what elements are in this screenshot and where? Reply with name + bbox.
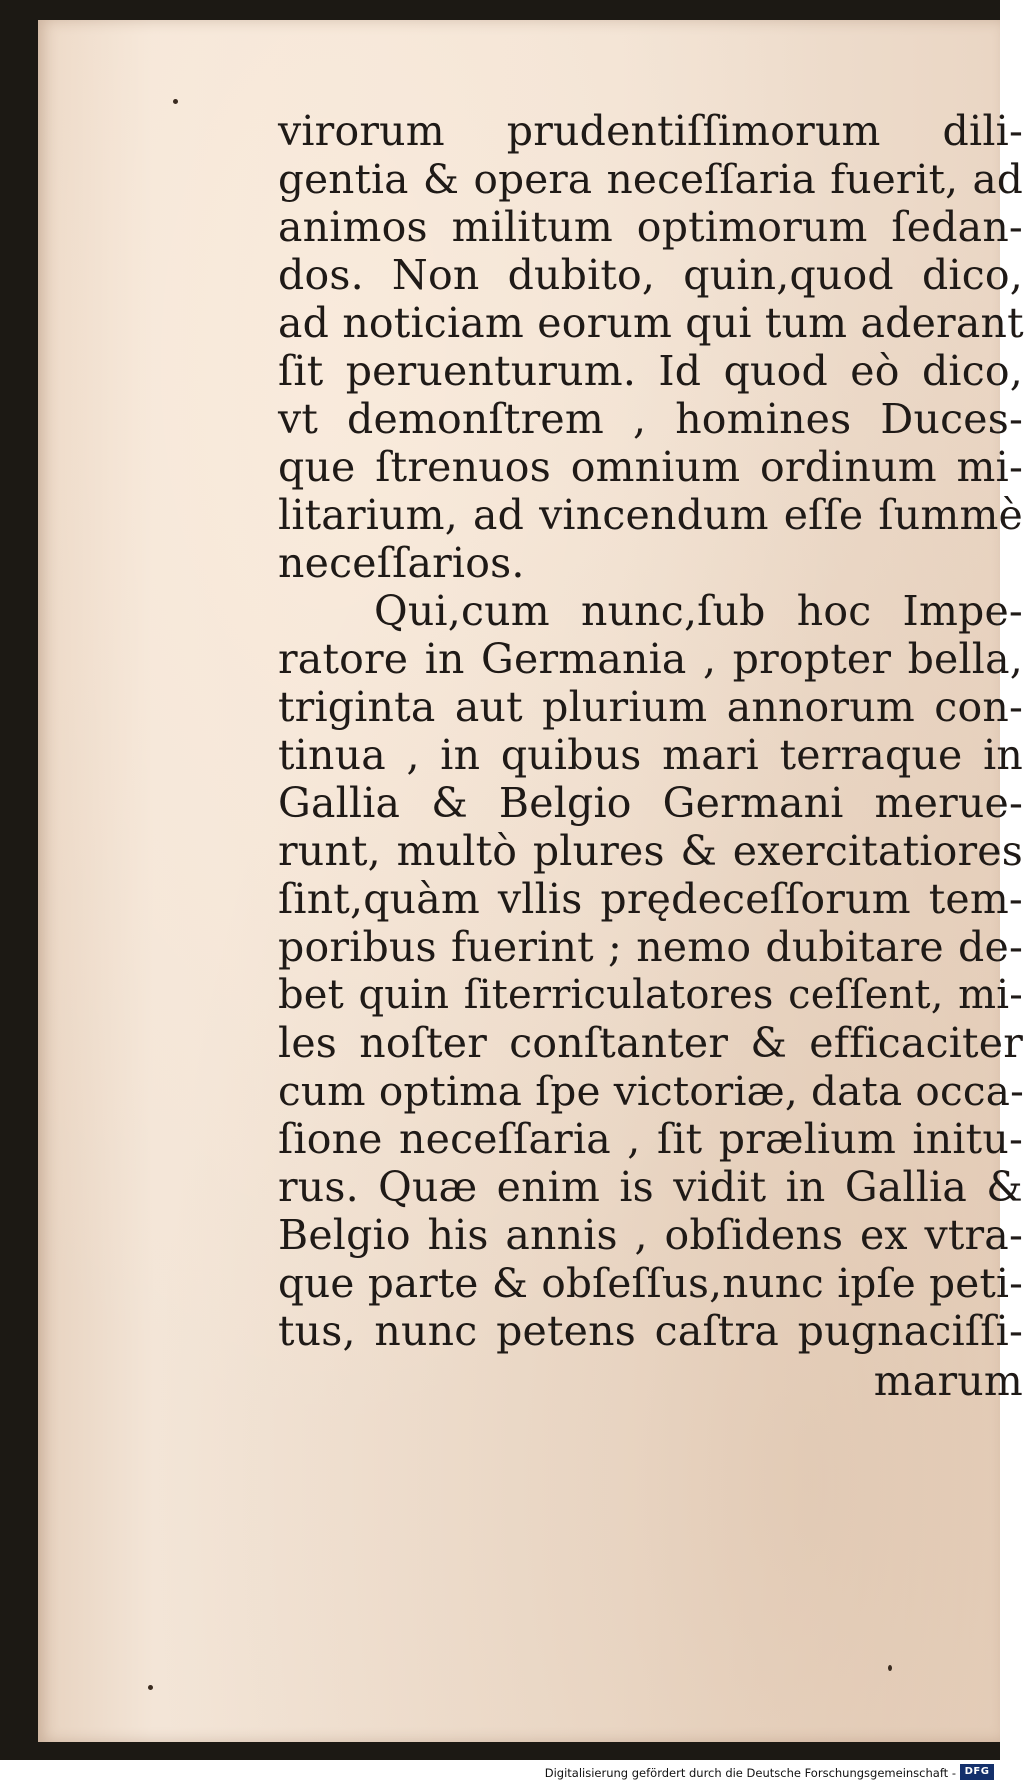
text-line: tinua , in quibus mari terraque in <box>278 731 1023 779</box>
dfg-logo: DFG <box>960 1764 994 1780</box>
text-line: que ſtrenuos omnium ordinum mi- <box>278 443 1023 491</box>
text-line: bet quin ſiterriculatores ceſſent, mi- <box>278 972 1023 1018</box>
text-line: neceſſarios. <box>278 539 525 587</box>
text-line: ſint,quàm vllis prędeceſſorum tem- <box>278 875 1023 923</box>
ink-speck <box>148 1685 153 1690</box>
text-line: ad noticiam eorum qui tum aderant <box>278 299 1024 347</box>
text-line: Gallia & Belgio Germani merue- <box>278 779 1023 827</box>
text-line: animos militum optimorum ſedan- <box>278 203 1023 251</box>
footer-credit: Digitalisierung gefördert durch die Deutsche Forschungsgemeinschaft - <box>544 1766 956 1780</box>
text-line: virorum prudentiſſimorum dili- <box>278 107 1023 155</box>
book-page <box>38 20 1024 1742</box>
text-line: que parte & obſeſſus,nunc ipſe peti- <box>278 1259 1023 1307</box>
text-line: litarium, ad vincendum eſſe ſummè <box>278 491 1023 539</box>
text-line: les noſter conſtanter & efficaciter <box>278 1019 1023 1067</box>
ink-speck <box>888 1665 892 1671</box>
text-line: ſione neceſſaria , ſit prælium initu- <box>278 1115 1023 1163</box>
latin-text <box>278 100 1023 1550</box>
text-line: Belgio his annis , obſidens ex vtra- <box>278 1211 1023 1259</box>
catchword: marum <box>873 1357 1023 1405</box>
text-line: ratore in Germania , propter bella, <box>278 635 1023 683</box>
text-line: cum optima ſpe victoriæ, data occa- <box>278 1067 1024 1115</box>
text-line: rus. Quæ enim is vidit in Gallia & <box>278 1163 1023 1211</box>
text-line: tus, nunc petens caſtra pugnaciſſi- <box>278 1307 1023 1355</box>
text-line: triginta aut plurium annorum con- <box>278 683 1023 731</box>
ink-speck <box>173 99 178 104</box>
paragraph-start: Qui,cum nunc,ſub hoc Impe- <box>374 587 1023 635</box>
text-line: ſit peruenturum. Id quod eò dico, <box>278 347 1023 395</box>
text-line: poribus fuerint ; nemo dubitare de- <box>278 923 1023 971</box>
text-line: vt demonſtrem , homines Duces- <box>278 395 1023 443</box>
text-line: dos. Non dubito, quin,quod dico, <box>278 251 1023 299</box>
text-line: gentia & opera neceſſaria fuerit, ad <box>278 155 1023 203</box>
text-line: runt, multò plures & exercitatiores <box>278 827 1023 875</box>
